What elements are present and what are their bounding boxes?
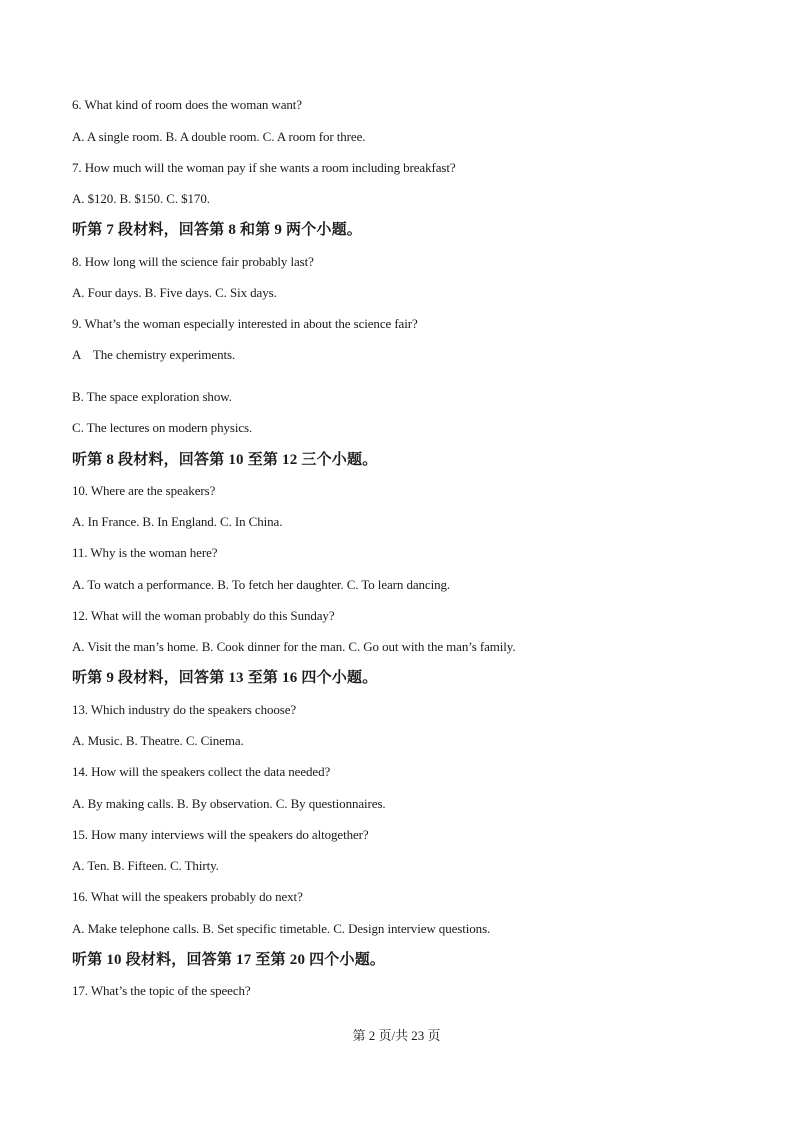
question-12-options: A. Visit the man’s home. B. Cook dinner for the man. C. Go out with the man’s family. bbox=[72, 639, 516, 654]
question-15: 15. How many interviews will the speakers do altogether? bbox=[72, 827, 369, 842]
question-9: 9. What’s the woman especially interested in about the science fair? bbox=[72, 316, 418, 331]
section-heading-passage-7: 听第 7 段材料，回答第 8 和第 9 两个小题。 bbox=[72, 222, 363, 238]
question-12: 12. What will the woman probably do this Sunday? bbox=[72, 608, 335, 623]
question-10-options: A. In France. B. In England. C. In China. bbox=[72, 514, 283, 529]
question-13-options: A. Music. B. Theatre. C. Cinema. bbox=[72, 733, 244, 748]
question-9-option-c: C. The lectures on modern physics. bbox=[72, 420, 253, 435]
question-14-options: A. By making calls. B. By observation. C. By questionnaires. bbox=[72, 796, 386, 811]
question-11-options: A. To watch a performance. B. To fetch her daughter. C. To learn dancing. bbox=[72, 577, 451, 592]
question-8: 8. How long will the science fair probably last? bbox=[72, 254, 314, 269]
section-heading-passage-9: 听第 9 段材料，回答第 13 至第 16 四个小题。 bbox=[72, 670, 378, 686]
question-16: 16. What will the speakers probably do next? bbox=[72, 889, 303, 904]
question-11: 11. Why is the woman here? bbox=[72, 545, 218, 560]
question-9-option-b: B. The space exploration show. bbox=[72, 389, 232, 404]
question-6: 6. What kind of room does the woman want? bbox=[72, 97, 302, 112]
page-number-footer: 第 2 页/共 23 页 bbox=[352, 1028, 441, 1043]
question-6-options: A. A single room. B. A double room. C. A room for three. bbox=[72, 129, 366, 144]
question-8-options: A. Four days. B. Five days. C. Six days. bbox=[72, 285, 277, 300]
section-heading-passage-8: 听第 8 段材料，回答第 10 至第 12 三个小题。 bbox=[72, 452, 378, 468]
question-9-option-a: A The chemistry experiments. bbox=[72, 347, 236, 362]
question-16-options: A. Make telephone calls. B. Set specific timetable. C. Design interview questions. bbox=[72, 921, 491, 936]
question-14: 14. How will the speakers collect the data needed? bbox=[72, 764, 331, 779]
section-heading-passage-10: 听第 10 段材料，回答第 17 至第 20 四个小题。 bbox=[72, 952, 386, 968]
question-7-options: A. $120. B. $150. C. $170. bbox=[72, 191, 210, 206]
question-7: 7. How much will the woman pay if she wants a room including breakfast? bbox=[72, 160, 456, 175]
question-17: 17. What’s the topic of the speech? bbox=[72, 983, 251, 998]
question-10: 10. Where are the speakers? bbox=[72, 483, 216, 498]
question-15-options: A. Ten. B. Fifteen. C. Thirty. bbox=[72, 858, 219, 873]
question-13: 13. Which industry do the speakers choose? bbox=[72, 702, 297, 717]
